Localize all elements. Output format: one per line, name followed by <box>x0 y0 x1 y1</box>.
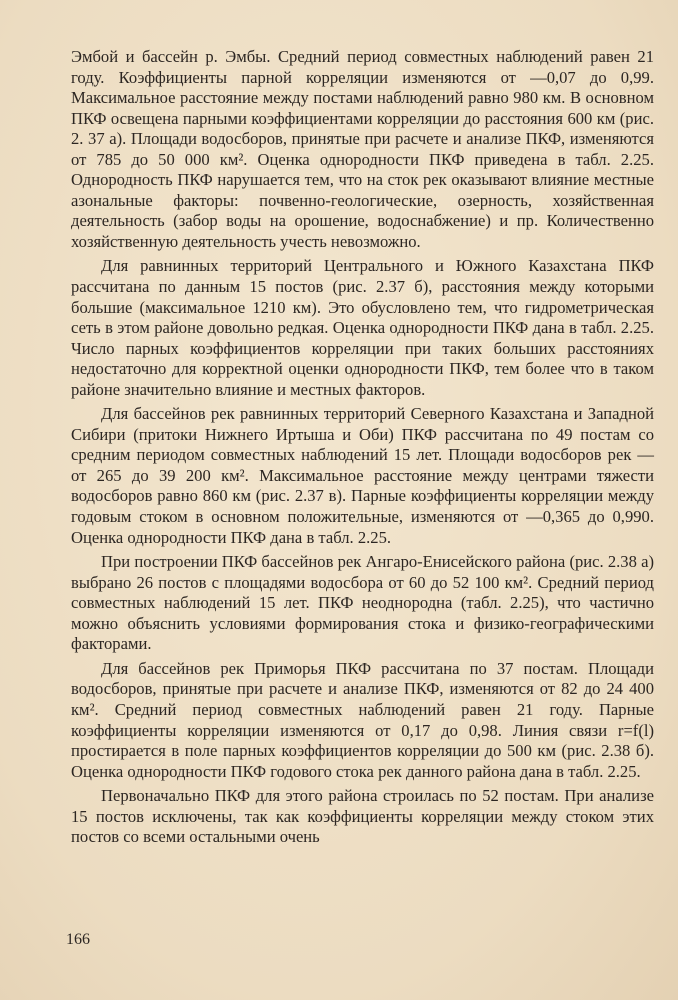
paragraph-primorye: Для бассейнов рек Приморья ПКФ рассчитана по 37 постам. Площади водосборов, принятые при расчете и анализе ПКФ, изменяются от 82 до 24 400 км². Средний период совместных наблюдений равен 21 году. Парные коэффициенты корреляции изменяются от 0,17 до 0,98. Линия связи r=f(l) простирается в поле парных коэффициентов корреляции до 500 км (рис. 2.38 б). Оценка однородности ПКФ годового стока рек данного района дана в табл. 2.25. <box>71 658 654 781</box>
paragraph-angara-yenisei: При построении ПКФ бассейнов рек Ангаро-Енисейского района (рис. 2.38 а) выбрано 26 постов с площадями водосбора от 60 до 52 100 км². Средний период совместных наблюдений 15 лет. ПКФ неоднородна (табл. 2.25), что частично можно объяснить условиями формирования стока и физико-географическими факторами. <box>71 552 654 654</box>
paragraph-continued: Эмбой и бассейн р. Эмбы. Средний период совместных наблюдений равен 21 году. Коэффициенты парной корреляции изменяются от —0,07 до 0,99. Максимальное расстояние между постами наблюдений равно 980 км. В основном ПКФ освещена парными коэффициентами корреляции до расстояния 600 км (рис. 2. 37 а). Площади водосборов, принятые при расчете и анализе ПКФ, изменяются от 785 до 50 000 км². Оценка однородности ПКФ приведена в табл. 2.25. Однородность ПКФ нарушается тем, что на сток рек оказывают влияние местные азональные факторы: почвенно-геологические, озерность, хозяйственная деятельность (забор воды на орошение, водоснабжение) и пр. Количественно хозяйственную деятельность учесть невозможно. <box>71 47 654 251</box>
paragraph-initial-construction: Первоначально ПКФ для этого района строилась по 52 постам. При анализе 15 постов исключены, так как коэффициенты корреляции между стоком этих постов со всеми остальными очень <box>71 786 654 847</box>
page-number: 166 <box>66 931 90 948</box>
paragraph-north-kazakhstan-west-siberia: Для бассейнов рек равнинных территорий Северного Казахстана и Западной Сибири (притоки Нижнего Иртыша и Оби) ПКФ рассчитана по 49 постам со средним периодом совместных наблюдений 15 лет. Площади водосборов рек — от 265 до 39 200 км². Максимальное расстояние между центрами тяжести водосборов равно 860 км (рис. 2.37 в). Парные коэффициенты корреляции между годовым стоком в основном положительные, изменяются от —0,365 до 0,990. Оценка однородности ПКФ дана в табл. 2.25. <box>71 404 654 547</box>
paragraph-central-south-kazakhstan: Для равнинных территорий Центрального и Южного Казахстана ПКФ рассчитана по данным 15 постов (рис. 2.37 б), расстояния между которыми большие (максимальное 1210 км). Это обусловлено тем, что гидрометрическая сеть в этом районе довольно редкая. Оценка однородности ПКФ дана в табл. 2.25. Число парных коэффициентов корреляции при таких больших расстояниях недостаточно для корректной оценки однородности ПКФ, тем более что в таком районе значительно влияние и местных факторов. <box>71 256 654 399</box>
body-text <box>71 47 654 848</box>
